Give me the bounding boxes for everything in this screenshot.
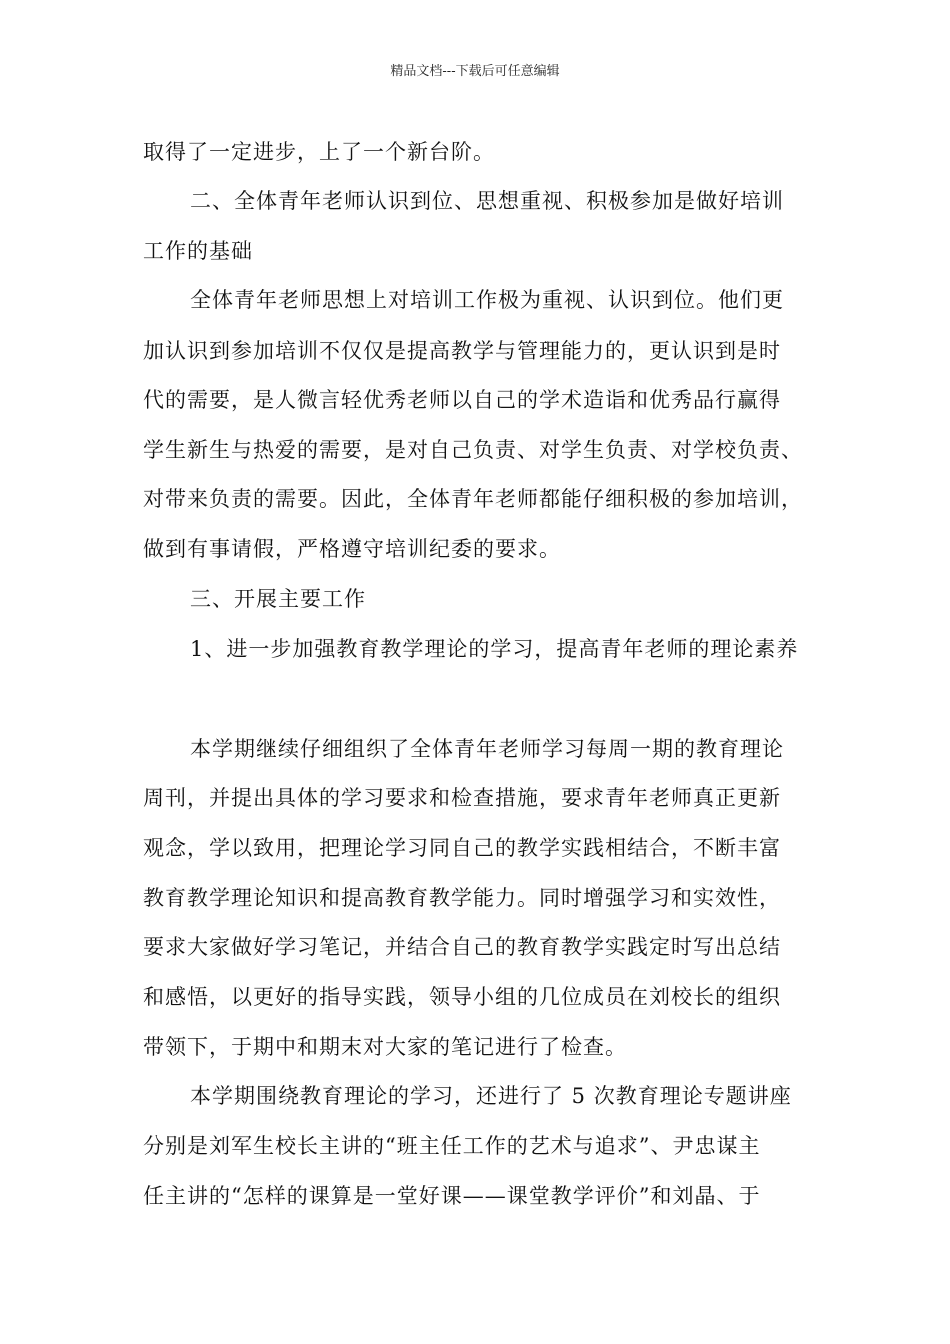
subsection-heading: 1、进一步加强教育教学理论的学习，提高青年老师的理论素养 [190,637,799,661]
body-line: 代的需要，是人微言轻优秀老师以自己的学术造诣和优秀品行赢得 [143,388,781,412]
body-line: 取得了一定进步，上了一个新台阶。 [143,140,495,164]
body-line: 本学期继续仔细组织了全体青年老师学习每周一期的教育理论 [190,737,784,761]
section-heading-cont: 工作的基础 [143,239,253,263]
body-line: 任主讲的“怎样的课算是一堂好课——课堂教学评价”和刘晶、于 [143,1184,761,1208]
page-header: 精品文档---下载后可任意编辑 [390,64,560,79]
body-line: 全体青年老师思想上对培训工作极为重视、认识到位。他们更 [190,288,784,312]
body-line: 分别是刘军生校长主讲的“班主任工作的艺术与追求”、尹忠谋主 [143,1134,761,1158]
body-line: 带领下，于期中和期末对大家的笔记进行了检查。 [143,1035,627,1059]
body-line: 对带来负责的需要。因此，全体青年老师都能仔细积极的参加培训， [143,487,803,511]
body-line: 做到有事请假，严格遵守培训纪委的要求。 [143,537,561,561]
body-line: 观念，学以致用，把理论学习同自己的教学实践相结合，不断丰富 [143,836,781,860]
body-line: 要求大家做好学习笔记，并结合自己的教育教学实践定时写出总结 [143,935,781,959]
section-heading: 三、开展主要工作 [190,587,366,611]
body-line: 教育教学理论知识和提高教育教学能力。同时增强学习和实效性， [143,886,781,910]
body-line: 学生新生与热爱的需要，是对自己负责、对学生负责、对学校负责、 [143,438,803,462]
body-line: 周刊，并提出具体的学习要求和检查措施，要求青年老师真正更新 [143,786,781,810]
section-heading: 二、全体青年老师认识到位、思想重视、积极参加是做好培训 [190,189,784,213]
body-line: 本学期围绕教育理论的学习，还进行了 5 次教育理论专题讲座 [190,1084,792,1108]
body-line: 加认识到参加培训不仅仅是提高教学与管理能力的，更认识到是时 [143,339,781,363]
body-line: 和感悟，以更好的指导实践，领导小组的几位成员在刘校长的组织 [143,985,781,1009]
